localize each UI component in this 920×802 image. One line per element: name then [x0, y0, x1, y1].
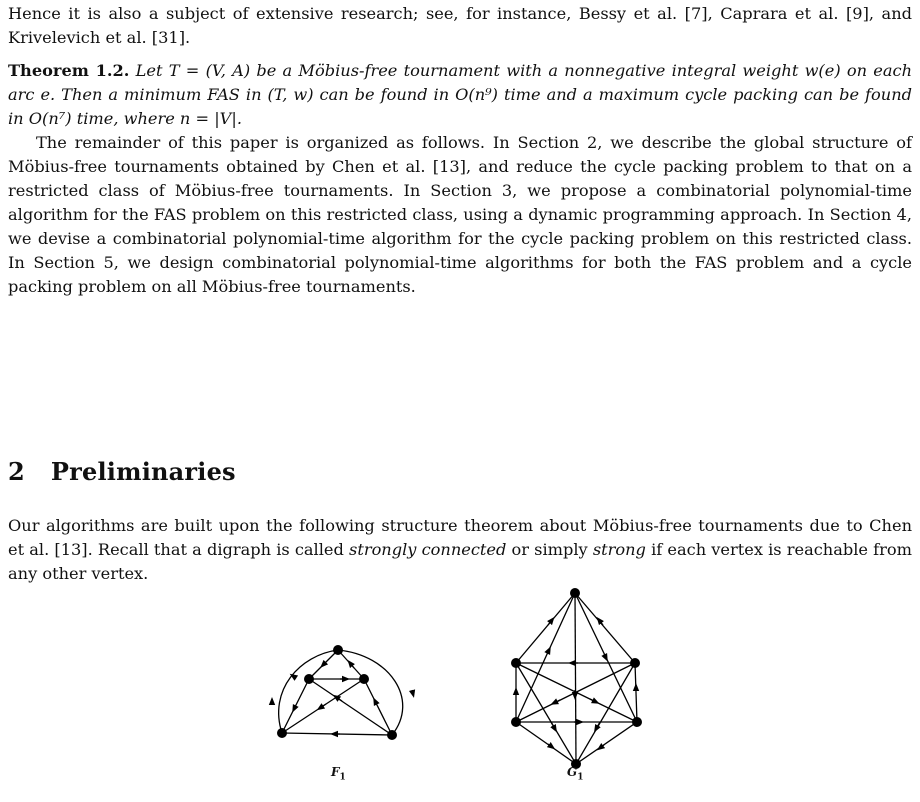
f1-label-sub: 1	[339, 772, 346, 783]
g1-vertex-upper-left	[511, 658, 521, 668]
g1-edge-ll-b	[516, 722, 576, 764]
g1-arrow-t-ul	[548, 620, 552, 625]
section-title: Preliminaries	[50, 457, 236, 486]
f1-vertex-mid-right	[359, 674, 369, 684]
f1-arrow-midright-bottomleft	[320, 704, 326, 708]
g1-arrow-t-lr	[604, 654, 606, 658]
f1-edge-midright-bottomright	[364, 679, 392, 735]
f1-arrow-midright-bottomright	[375, 701, 377, 705]
term-strongly-connected: strongly connected	[349, 540, 507, 559]
theorem-label: Theorem 1.2.	[8, 61, 130, 80]
f1-vertex-bottom-right	[387, 730, 397, 740]
g1-arrow-ur-ll	[554, 700, 560, 703]
f1-arrow-midleft-bottomleft	[294, 705, 296, 709]
figure-label-g1	[567, 765, 584, 782]
prelim-text-after: if each vertex is reachable from any other vertex.	[8, 540, 912, 583]
g1-vertex-lower-left	[511, 717, 521, 727]
prelim-text-before: Our algorithms are built upon the following structure theorem about Möbius-free tournaments due to Chen et al. [13]. Recall that a digraph is called	[8, 516, 912, 559]
g1-vertex-top	[570, 588, 580, 598]
term-strong: strong	[592, 540, 646, 559]
g1-edge-t-b	[575, 593, 576, 764]
theorem-body: Let T = (V, A) be a Möbius-free tournament with a nonnegative integral weight w(e) on each arc e. Then a minimum FAS in (T, w) can be found in O(n⁹) time and a maximum cycle packing can be found in O(n⁷) time, where n = |V|.	[8, 61, 913, 128]
g1-arrow-ul-b	[551, 722, 555, 729]
f1-arrow-top-midright	[350, 663, 354, 668]
g1-edge-ur-lr	[635, 663, 637, 722]
f1-arrow-left-arc-1	[293, 676, 296, 678]
g1-edge-t-ur	[575, 593, 635, 663]
outline-paragraph: The remainder of this paper is organized as follows. In Section 2, we describe the global structure of Möbius-free tournaments obtained by Chen et al. [13], and reduce the cycle packing problem to that on a restricted class of Möbius-free tournaments. In Section 3, we propose a combinatorial polynomial-time algorithm for the FAS problem on this restricted class, using a dynamic programming approach. In Section 4, we devise a combinatorial polynomial-time algorithm for the cycle packing problem on this restricted class. In Section 5, we design combinatorial polynomial-time algorithms for both the FAS problem and a cycle packing problem on all Möbius-free tournaments.	[8, 133, 912, 296]
g1-arrow-ul-lr	[590, 699, 596, 702]
g1-label-letter: G	[567, 765, 578, 779]
g1-edge-t-ll	[516, 593, 575, 722]
f1-label-letter: F	[331, 765, 340, 779]
f1-vertex-bottom-left	[277, 728, 287, 738]
figure-label-f1	[331, 765, 346, 782]
graph-g1	[516, 593, 637, 764]
f1-vertex-top	[333, 645, 343, 655]
g1-label-sub: 1	[577, 772, 584, 783]
graph-f1	[272, 650, 413, 735]
prelim-text-middle: or simply	[506, 540, 593, 559]
f1-arrow-top-midleft	[323, 662, 326, 665]
g1-edge-lr-b	[576, 722, 637, 764]
f1-vertex-mid-left	[304, 674, 314, 684]
g1-vertex-upper-right	[630, 658, 640, 668]
intro-paragraph: Hence it is also a subject of extensive research; see, for instance, Bessy et al. [7], Caprara et al. [9], and Krivelevich et al. [31].	[8, 4, 912, 47]
g1-arrow-ur-b	[596, 722, 600, 729]
g1-edge-t-ul	[516, 593, 575, 663]
f1-arrow-right-arc	[412, 690, 413, 694]
section-number: 2	[8, 457, 25, 486]
g1-arrow-t-ll	[547, 650, 549, 654]
g1-vertex-lower-right	[632, 717, 642, 727]
